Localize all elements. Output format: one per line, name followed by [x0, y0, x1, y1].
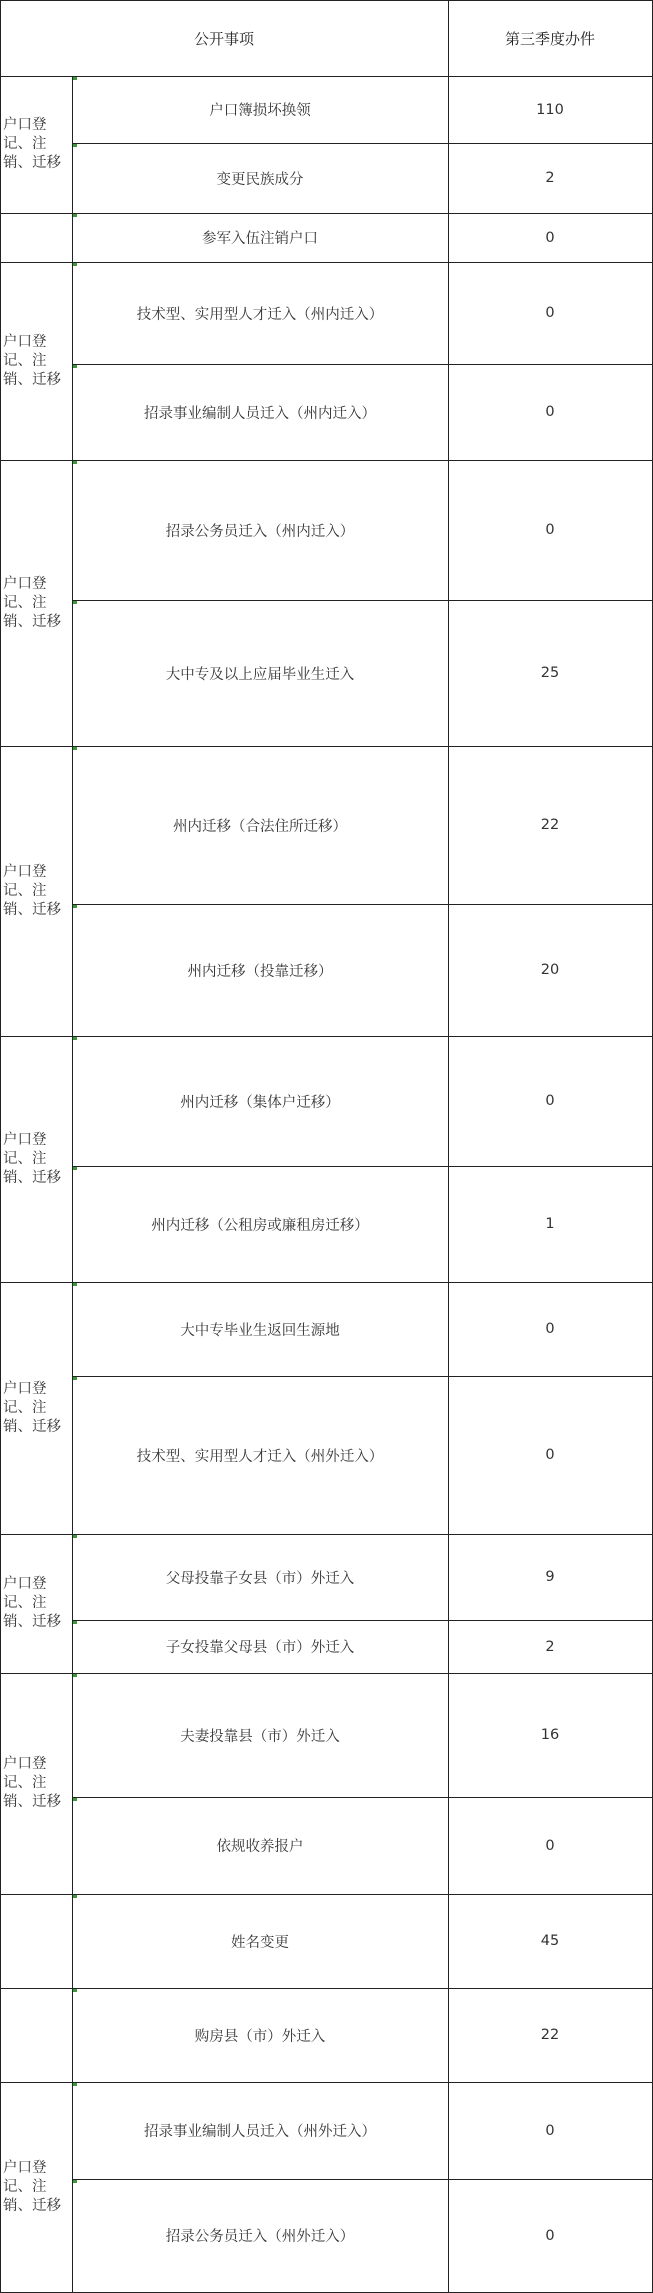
cell-marker: [73, 365, 77, 368]
row-item: 姓名变更: [231, 1934, 289, 1951]
group-divider: [0, 746, 653, 747]
cell-marker: [73, 1535, 77, 1538]
row-divider: [72, 1620, 653, 1621]
row-item: 招录公务员迁入（州内迁入）: [165, 523, 355, 540]
category-cell: [0, 76, 72, 213]
row-item: 变更民族成分: [216, 171, 304, 188]
row-item: 州内迁移（合法住所迁移）: [173, 818, 347, 835]
cell-marker: [73, 1989, 77, 1992]
row-count: 1: [545, 1216, 555, 1232]
row-count: 22: [540, 2027, 560, 2043]
row-divider: [72, 1376, 653, 1377]
category-cell: [0, 1894, 72, 1988]
row-item: 父母投靠子女县（市）外迁入: [165, 1570, 355, 1587]
cell-marker: [73, 1621, 77, 1624]
cell-marker: [73, 1895, 77, 1898]
group-divider: [0, 213, 653, 214]
row-item: 技术型、实用型人才迁入（州内迁入）: [136, 306, 384, 323]
cell-marker: [73, 214, 77, 217]
row-item: 参军入伍注销户口: [202, 231, 318, 247]
border-left: [0, 0, 1, 2293]
column-divider: [448, 0, 449, 2293]
group-divider: [0, 1894, 653, 1895]
cell-marker: [73, 747, 77, 750]
category-cell: [0, 1988, 72, 2082]
row-count: 2: [545, 170, 555, 186]
category-cell: [0, 2082, 72, 2292]
row-count: 0: [545, 1447, 555, 1463]
row-item: 购房县（市）外迁入: [194, 2028, 326, 2045]
row-item: 依规收养报户: [216, 1839, 304, 1855]
cell-marker: [73, 1167, 77, 1170]
category-cell: [0, 1673, 72, 1894]
row-item: 户口簿损坏换领: [209, 103, 311, 119]
category-label: 户口登记、注销、迁移: [3, 1756, 61, 1810]
group-divider: [0, 1988, 653, 1989]
row-count: 0: [545, 305, 555, 321]
row-count: 0: [545, 522, 555, 538]
group-divider: [0, 460, 653, 461]
category-label: 户口登记、注销、迁移: [3, 1576, 61, 1630]
cell-marker: [73, 1674, 77, 1677]
row-count: 0: [545, 404, 555, 420]
group-divider: [0, 2082, 653, 2083]
group-divider: [0, 1534, 653, 1535]
cell-marker: [73, 461, 77, 464]
cell-marker: [73, 1377, 77, 1380]
row-item: 子女投靠父母县（市）外迁入: [165, 1640, 355, 1656]
category-label: 户口登记、注销、迁移: [3, 575, 61, 630]
row-divider: [72, 1166, 653, 1167]
header-count: 第三季度办件: [504, 29, 595, 48]
cell-marker: [73, 601, 77, 604]
row-count: 22: [540, 817, 560, 833]
row-count: 25: [540, 665, 560, 681]
row-count: 2: [545, 1638, 555, 1655]
border-top: [0, 0, 653, 1]
category-label: 户口登记、注销、迁移: [3, 1380, 61, 1435]
cell-marker: [73, 263, 77, 266]
row-count: 110: [536, 101, 564, 118]
row-count: 20: [540, 962, 560, 978]
row-count: 16: [540, 1727, 560, 1743]
header-item: 公开事项: [193, 29, 254, 48]
cell-marker: [73, 905, 77, 908]
row-divider: [72, 364, 653, 365]
group-divider: [0, 1036, 653, 1037]
group-divider: [0, 1282, 653, 1283]
row-item: 技术型、实用型人才迁入（州外迁入）: [136, 1448, 384, 1465]
row-divider: [72, 143, 653, 144]
category-cell: [0, 746, 72, 1036]
category-cell: [0, 460, 72, 746]
category-label: 户口登记、注销、迁移: [3, 117, 61, 171]
cell-marker: [73, 2180, 77, 2183]
row-count: 0: [545, 1321, 555, 1337]
row-item: 州内迁移（集体户迁移）: [180, 1094, 340, 1111]
category-label: 户口登记、注销、迁移: [3, 2159, 61, 2214]
category-label: 户口登记、注销、迁移: [3, 863, 61, 918]
row-count: 0: [545, 1837, 555, 1854]
row-count: 0: [545, 229, 555, 246]
row-count: 0: [545, 2122, 555, 2139]
row-count: 9: [545, 1569, 555, 1585]
header-bottom: [0, 76, 653, 77]
row-item: 州内迁移（公租房或廉租房迁移）: [151, 1217, 369, 1234]
row-item: 州内迁移（投靠迁移）: [187, 963, 333, 980]
row-divider: [72, 2179, 653, 2180]
cell-marker: [73, 1037, 77, 1040]
category-divider: [72, 76, 73, 2292]
row-divider: [72, 904, 653, 905]
category-cell: [0, 213, 72, 262]
cell-marker: [73, 2083, 77, 2086]
row-item: 招录公务员迁入（州外迁入）: [165, 2229, 355, 2245]
category-cell: [0, 1534, 72, 1673]
category-label: 户口登记、注销、迁移: [3, 333, 61, 388]
cell-marker: [73, 1798, 77, 1801]
cell-marker: [73, 1283, 77, 1286]
row-divider: [72, 1797, 653, 1798]
category-cell: [0, 1036, 72, 1282]
row-divider: [72, 600, 653, 601]
category-cell: [0, 1282, 72, 1534]
group-divider: [0, 262, 653, 263]
row-count: 0: [545, 2227, 555, 2244]
row-item: 招录事业编制人员迁入（州外迁入）: [144, 2124, 376, 2140]
cell-marker: [73, 144, 77, 147]
row-count: 0: [545, 1093, 555, 1109]
category-label: 户口登记、注销、迁移: [3, 1131, 61, 1186]
row-item: 大中专毕业生返回生源地: [180, 1322, 340, 1339]
row-item: 大中专及以上应届毕业生迁入: [165, 666, 355, 683]
category-cell: [0, 262, 72, 460]
cell-marker: [73, 77, 77, 80]
row-item: 招录事业编制人员迁入（州内迁入）: [144, 405, 376, 422]
group-divider: [0, 1673, 653, 1674]
row-item: 夫妻投靠县（市）外迁入: [180, 1728, 340, 1745]
row-count: 45: [540, 1933, 560, 1949]
